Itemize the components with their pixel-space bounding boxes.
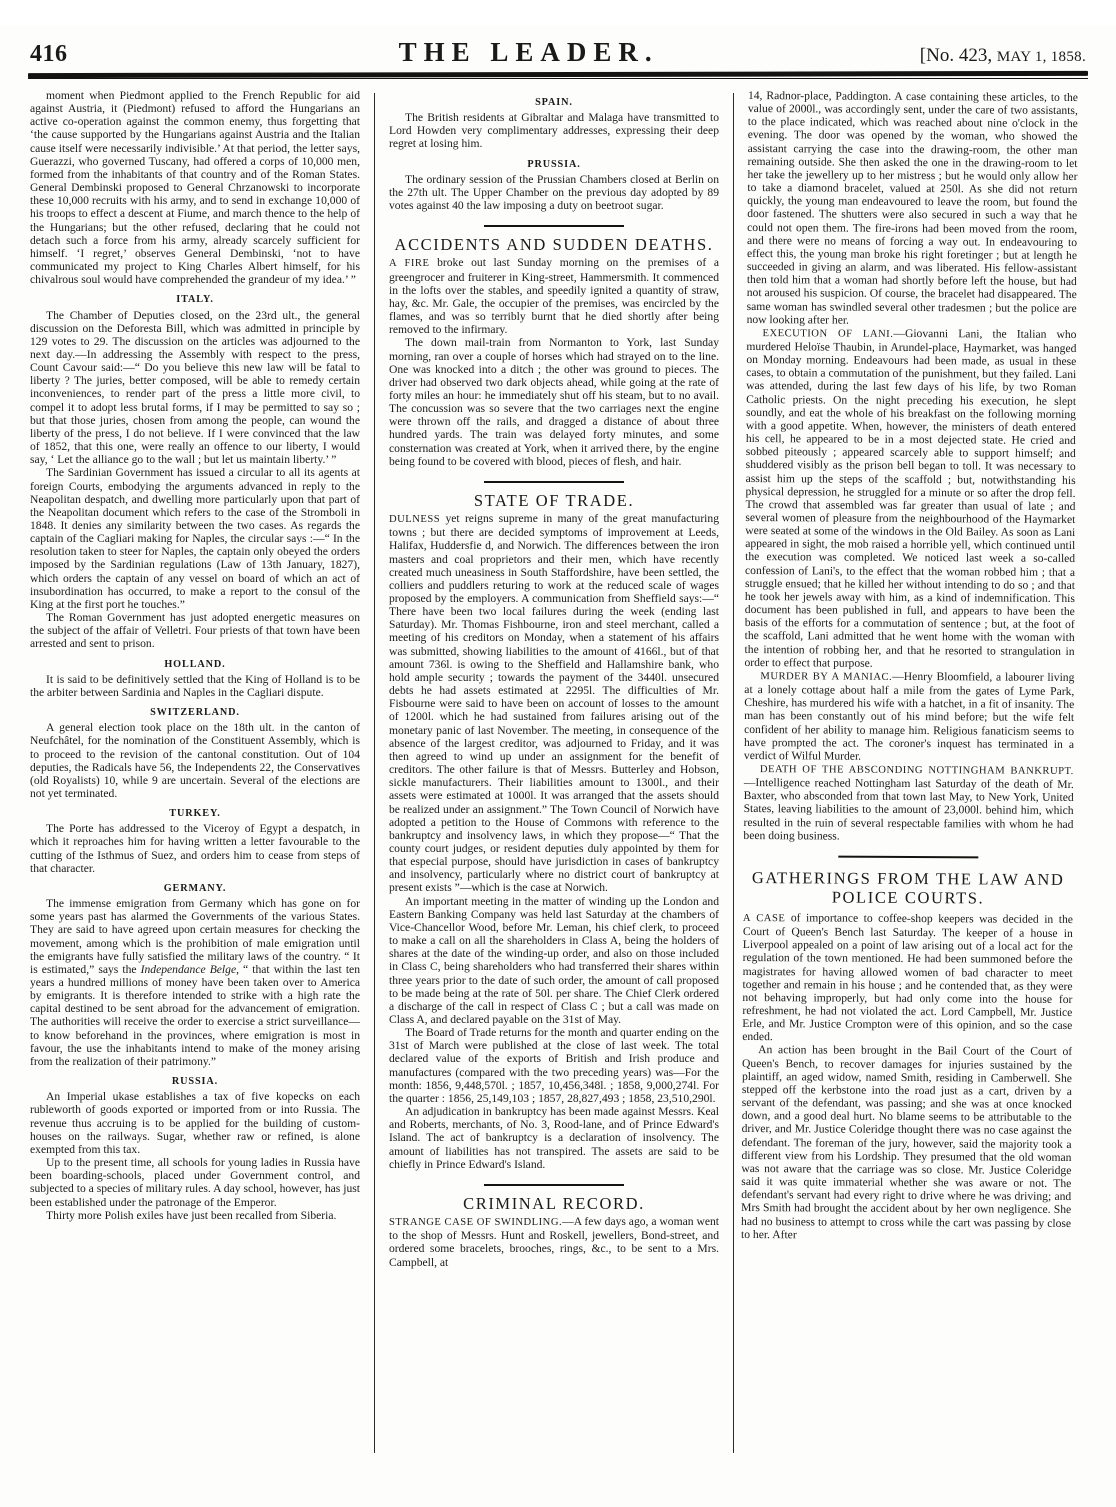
- issue-date: MAY 1, 1858.: [996, 49, 1086, 65]
- column-2: [389, 89, 719, 1469]
- masthead: [30, 26, 1086, 68]
- subhead-holland: HOLLAND.: [164, 658, 226, 670]
- trade-lead-in: DULNESS: [389, 514, 441, 526]
- russia-paragraph-1: An Imperial ukase establishes a tax of five kopecks on each rubleworth of goods exported or imported from or into Russia. The revenue thus accruing is to be applied for the building of custom-houses on the railways. Sugar, whether raw or refined, is alone exempted from this tax.: [30, 1090, 360, 1156]
- maniac-paragraph: [744, 669, 1075, 764]
- trade-text-1: yet reigns supreme in many of the great manufacturing towns ; but there are decided symptoms of improvement at Leeds, Halifax, Huddersfie d, and Norwich. The differences between the iron masters and coal proprietors and their men, which have recently created much uneasiness in South Staffordshire, have been settled, the colliers and puddlers returing to work at the reduced scale of wages proposed by the employers. A communication from Sheffield says:—“ There have been two local failures during the week (ending last Saturday). Mr. Thomas Fishbourne, iron and steel merchant, called a meeting of his creditors on Monday, when a statement of his affairs was submitted, showing liabilities to the amount of 4166l., but of that amount 736l. is owing to the Sheffield and Hallamshire bank, who hold ample security ; towards the payment of the 3440l. unsecured debts he had assets estimated at 2295l. The difficulties of Mr. Fisbourne were said to have been on account of losses to the amount of 1200l. which he had sustained from failures arising out of the monetary panic of last November. The meeting, in consequence of the absence of the largest creditor, was adjourned to Friday, and it was then agreed to wind up under an assignment for the benefit of creditors. The other failure is that of Messrs. Butterley and Hobson, sickle manufacturers. Their liabilities amount to 1300l., and their assets were estimated at 1000l. It was arranged that the assets should be realized under an assignment.” The Town Council of Norwich have adopted a petition to the House of Commons with reference to the bankruptcy and insolvency laws, in which they propose—“ That the county court judges, or resident deputies duly appointed by them for that especial purpose, should have jurisdiction in cases of bankruptcy and insolvency, particularly where no district court of bankruptcy at present exists ”—which is the case at Norwich.: [389, 512, 719, 895]
- section-divider-criminal: [484, 1184, 624, 1186]
- section-divider-trade: [484, 481, 624, 483]
- publication-title: THE LEADER.: [398, 37, 659, 67]
- execution-paragraph: [744, 326, 1076, 671]
- execution-text: —Giovanni Lani, the Italian who murdered Heloïse Thaubin, in Arundel-place, Haymarket, was hanged on Monday morning. Endeavours had been made, as usual in these cases, to obtain a commutation of the punishment, but they failed. Lani was attended, during the last few days of his life, by two Roman Catholic priests. On the night preceding his execution, he slept soundly, and eat the whole of his breakfast on the following morning with a good appetite. When, however, the ministers of death entered his cell, he appeared to be in a most dejected state. He cried and sobbed piteously ; appeared scarcely able to support himself; and shuddered visibly as the prison bell began to toll. It was necessary to assist him up the steps of the scaffold ; but, notwithstanding his physical depression, he struggled for a minute or so after the drop fell. The crowd that assembled was far greater than usual of late ; and several women of pleasure from the neighbourhood of the Haymarket were seated at some of the windows in the Old Bailey. As soon as Lani appeared in sight, the mob raised a horrible yell, which continued until the execution was completed. We noticed last week a so-called confession of Lani's, to the effect that the woman robbed him ; that a struggle ensued; that he killed her without intending to do so ; and that he took her jewels away with him, as a kind of indemnification. This document has been published in full, and appears to have been the basis of the efforts for a commutation of sentence ; but, at the foot of the scaffold, Lani admitted that he went home with the woman with the intention of robbing her, and that he resorted to strangulation in order to effect that purpose.: [744, 326, 1077, 670]
- holland-paragraph-1: It is said to be definitively settled that the King of Holland is to be the arbiter between Sardinia and Naples in the Cagliari dispute.: [30, 672, 360, 699]
- gatherings-lead-in: A CASE: [742, 912, 786, 925]
- issue-number: [No. 423,: [919, 45, 997, 66]
- prussia-paragraph-1: The ordinary session of the Prussian Chambers closed at Berlin on the 27th ult. The Upper Chamber on the previous day adopted by 89 votes against 40 the law imposing a duty on beetroot sugar.: [389, 172, 719, 213]
- trade-paragraph-4: An adjudication in bankruptcy has been made against Messrs. Keal and Roberts, merchants, of No. 3, Rood-lane, and of Prince Edward's Island. The act of bankruptcy is a declaration of insolvency. The amount of liabilities has not transpired. The assets are said to be chiefly in Prince Edward's Island.: [389, 1105, 719, 1171]
- maniac-text: —Henry Bloomfield, a labourer living at a lonely cottage about half a mile from the gates of Lyme Park, Cheshire, has murdered his wife with a hatchet, in a fit of insanity. The man has been constantly out of his mind before; but the wife felt confident of her ability to manage him. Religious fanaticism seems to have prompted the act. The coroner's inquest has terminated in a verdict of Wilful Murder.: [743, 669, 1075, 763]
- germany-text-a: The immense emigration from Germany which has gone on for some years past has alarmed the Governments of the various States. They are said to have agreed upon certain measures for checking the movement, among which is the prohibition of male emigration until the emigrants have fully satisfied the military laws of the country. “ It is estimated,” says the: [30, 897, 360, 976]
- swindling-continued: 14, Radnor-place, Paddington. A case containing these articles, to the value of 2000l., was accordingly sent, under the care of two assistants, to the place indicated, which was reached about nine o'clock in the evening. The door was opened by the woman, who showed the assistant carrying the case into the drawing-room, the other man remaining outside. She then asked the one in the drawing-room to let her take the jewellery up to her mistress ; but he would only allow her to take a diamond bracelet, valued at 250l. As she did not return quickly, the young man endeavoured to leave the room, but found the door fastened. The shutters were also secured in such a way that he could not open them. The fire-irons had been moved from the room, and there were no means of forcing a way out. In endeavouring to effect this, the young man broke his right foretinger ; but at length he succeeded in giving an alarm, and was liberated. His fellow-assistant then told him that a woman had shortly before left the house, but had not aroused his suspicion. Of course, the bracelet had disappeared. The same woman has swindled several other tradesmen ; but the police are now looking after her.: [746, 89, 1078, 327]
- subhead-prussia: PRUSSIA.: [527, 158, 581, 170]
- criminal-text-1: —A few days ago, a woman went to the shop of Messrs. Hunt and Roskell, jewellers, Bond-street, and ordered some bracelets, brooches, rings, &c., to be sent to a Mrs. Campbell, at: [389, 1215, 719, 1269]
- trade-paragraph-1: [389, 512, 719, 895]
- gatherings-paragraph-2: An action has been brought in the Bail Court of the Court of Queen's Bench, to recover damages for injuries sustained by the plaintiff, an aged widow, named Smith, residing in Camberwell. She stepped off the kerbstone into the road just as a cart, driven by a servant of the defendant, was passing; and she was at once knocked down, and a good deal hurt. No blame seems to be attributable to the driver, and Mr. Justice Coleridge thought there was no case against the defendant. The foreman of the jury, however, said the majority took a different view from his Lordship. They presumed that the old woman was not aware that the carriage was so close. Mr. Justice Coleridge said it was quite immaterial whether she was aware or not. The defendant's servant had every right to drive where he was driving; and Mrs Smith had brought the accident about by her own negligence. She had no business to attempt to cross while the cart was passing by close to her. After: [740, 1043, 1073, 1241]
- maniac-lead-in: MURDER BY A MANIAC.: [760, 670, 893, 683]
- spain-paragraph-1: The British residents at Gibraltar and Malaga have transmitted to Lord Howden very complimentary addresses, expressing their deep regret at losing him.: [389, 111, 719, 151]
- paragraph-continued: moment when Piedmont applied to the French Republic for aid against Austria, it (Piedmont) refused to afford the Hungarians an active co-operation against the common enemy, thus forgetting that ‘the cause supported by the Hungarians against Austria and the Italian cause itself were necessarily indivisible.’ At that period, the letter says, Guerazzi, who governed Tuscany, had offered a corps of 10,000 men, formed from the inhabitants of that country and of the Roman States. General Dembinski proposed to General Chrzanowski to incorporate these 10,000 recruits with his army, and to send in exchange 10,000 of his troops to effect a descent at Fiume, and march thence to the help of the Hungarians; but the other refused, declaring that he could not detach such a force from his army, already scarcely sufficient for himself. ‘I regret,’ observes General Dembinski, ‘not to have communicated my project to King Charles Albert himself, for his chivalrous soul would have comprehended the grandeur of my idea.’ ”: [30, 89, 360, 287]
- turkey-paragraph-1: The Porte has addressed to the Viceroy of Egypt a despatch, in which it reproaches him for having written a letter favourable to the cutting of the Isthmus of Suez, and orders him to cease from steps of that character.: [30, 822, 360, 875]
- italy-paragraph-3: The Roman Government has just adopted energetic measures on the subject of the affair of Velletri. Four priests of that town have been arrested and sent to prison.: [30, 611, 360, 651]
- germany-paragraph-1: [30, 897, 360, 1068]
- execution-lead-in: EXECUTION OF LANI.: [762, 327, 894, 340]
- accidents-paragraph-1: [389, 256, 719, 336]
- subhead-spain: SPAIN.: [535, 97, 573, 108]
- section-divider-gatherings: [838, 855, 978, 858]
- accidents-text-1: broke out last Sunday morning on the premises of a greengrocer and fruiterer in King-street, Hammersmith. It commenced in the lofts over the stables, and speedily ignited a quantity of straw, hay, &c. Mr. Gale, the occupier of the premises, was encircled by the flames, and was so terribly burnt that he died shortly after being removed to the infirmary.: [389, 256, 719, 337]
- newspaper-page: [0, 26, 1116, 1507]
- criminal-lead-in: STRANGE CASE OF SWINDLING.: [389, 1217, 563, 1229]
- gatherings-paragraph-1: [742, 911, 1073, 1046]
- gatherings-heading-line-1: GATHERINGS FROM THE LAW AND: [751, 867, 1065, 889]
- trade-paragraph-3: The Board of Trade returns for the month and quarter ending on the 31st of March were published at the close of last week. The total declared value of the exports of British and Irish produce and manufactures (compared with the two preceding years) was—For the month: 1856, 9,448,570l. ; 1857, 10,456,348l. ; 1858, 9,000,274l. For the quarter : 1856, 25,149,103 ; 1857, 28,827,493 ; 1858, 23,510,290l.: [389, 1026, 719, 1105]
- russia-paragraph-3: Thirty more Polish exiles have just been recalled from Siberia.: [46, 1208, 337, 1222]
- bankrupt-paragraph: [743, 762, 1073, 844]
- article-columns: [30, 89, 1086, 1469]
- russia-paragraph-2: Up to the present time, all schools for young ladies in Russia have been boarding-schools, placed under Government control, and subjected to a species of military rules. A day school, however, has just been established under the patronage of the Emperor.: [30, 1156, 360, 1209]
- subhead-italy: ITALY.: [176, 294, 214, 306]
- germany-newspaper-name: Independance Belge: [140, 962, 237, 976]
- switzerland-paragraph-1: A general election took place on the 18th ult. in the canton of Neufchâtel, for the nomination of the Constituent Assembly, which is to proceed to the revision of the cantonal constitution. Out of 104 deputies, the Radicals have 56, the Independents 22, the Conservatives (old Royalists) 10, while 9 are uncertain. Several of the elections are not yet terminated.: [30, 721, 360, 800]
- issue-line: [920, 46, 1086, 68]
- bankrupt-lead-in: DEATH OF THE ABSCONDING NOTTINGHAM BANKRUPT.: [759, 764, 1074, 777]
- italy-paragraph-1: The Chamber of Deputies closed, on the 23rd ult., the general discussion on the Deforesta Bill, which was admitted in principle by 129 votes to 29. The discussion on the articles was adjourned to the next day.—In addressing the Assembly with respect to the press, Count Cavour said:—“ Do you believe this new law will be fatal to liberty ? The juries, better composed, will be able to remedy certain inconveniences, to render part of the press a little more civil, to compel it to adopt less brutal forms, if I may be permitted to say so ; but that those juries, chosen from among the people, can wound the liberty of the press, I do not believe. If I were convinced that the law of 1852, that this one, were really an offence to our liberty, I would say, ‘ Let the alliance go to the wall ; but let us maintain liberty.’ ”: [30, 308, 360, 467]
- gatherings-heading-line-2: POLICE COURTS.: [831, 887, 985, 908]
- accidents-paragraph-2: The down mail-train from Normanton to York, last Sunday morning, ran over a couple of horses which had strayed on to the line. One was knocked into a ditch ; the other was ground to pieces. The driver had observed two dark objects ahead, while going at the rate of forty miles an hour: he immediately shut off his steam, but to no avail. The concussion was so severe that the two carriages next the engine were thrown off the rails, and dragged a distance of about three hundred yards. The train was delayed forty minutes, and some consternation was created at York, when it arrived there, by the engine being found to be covered with blood, pieces of flesh, and hair.: [389, 336, 719, 468]
- germany-text-b: , “ that within the last ten years a hundred millions of money have been taken over to America by emigrants. It is therefore intended to strike with a high rate the capital destined to be sent abroad for the advancement of emigration. The authorities will receive the order to exercise a strict surveillance—to know beforehand in the provinces, where emigration is most in favour, the use the inhabitants intend to make of the money arising from the realization of their patrimony.”: [30, 962, 360, 1068]
- column-rule-1: [374, 93, 375, 1453]
- section-heading-gatherings: [743, 868, 1073, 908]
- section-heading-criminal: CRIMINAL RECORD.: [463, 1193, 645, 1213]
- subhead-turkey: TURKEY.: [169, 808, 221, 820]
- section-heading-accidents: ACCIDENTS AND SUDDEN DEATHS.: [394, 235, 714, 255]
- column-3: [740, 89, 1078, 1471]
- column-1: [30, 89, 360, 1469]
- criminal-paragraph-1: [389, 1215, 719, 1269]
- gatherings-text-1: of importance to coffee-shop keepers was decided in the Court of Queen's Bench last Saturday. The keeper of a house in Liverpool appealed on a point of law arising out of a local act for the regulation of the town mentioned. He had been summoned before the magistrates for having allowed women of bad character to meet together and remain in his house ; and he contended that, as they were not behaving improperly, but had only come into the house for refreshment, he had not violated the act. Lord Campbell, Mr. Justice Erle, and Mr. Justice Crompton were of this opinion, and so the case ended.: [742, 911, 1073, 1044]
- section-heading-trade: STATE OF TRADE.: [473, 490, 635, 510]
- trade-paragraph-2: An important meeting in the matter of winding up the London and Eastern Banking Company was held last Saturday at the chambers of Vice-Chancellor Wood, before Mr. Leman, his chief clerk, to proceed to make a call on all the shareholders in Class A, being the holders of shares at the date of the winding-up order, and also on those included in Class C, being shareholders who had transferred their shares within three years prior to the date of such order, the amount of call proposed to be made being at the rate of 50l. per share. The Chief Clerk ordered a discharge of the call in respect of Class C ; but a call was made on Class A, and declared payable on the 31st of May.: [389, 894, 719, 1026]
- page-folio-number: 416: [30, 41, 68, 67]
- masthead-rule-thin: [28, 78, 1088, 79]
- italy-paragraph-2: The Sardinian Government has issued a circular to all its agents at foreign Courts, embodying the arguments advanced in reply to the Neapolitan despatch, and dwelling more particularly upon that part of the Neapolitan document which refers to the case of the Stromboli in 1848. It denies any similarity between the two cases. As regards the captain of the Cagliari making for Naples, the circular says :—“ In the resolution taken to steer for Naples, the captain only obeyed the orders imposed by the Sardinian regulations (Law of 13th January, 1827), which orders the captain of any vessel on board of which an act of insubordination has occurred, to make a report to the consul of the King at the first port he touches.”: [30, 466, 360, 611]
- bankrupt-text: —Intelligence reached Nottingham last Saturday of the death of Mr. Baxter, who absconded from that town last May, to New York, United States, leaving liabilities to the amount of 23,000l. behind him, which resulted in the ruin of several respectable families with whom he had been doing business.: [743, 776, 1074, 843]
- subhead-russia: RUSSIA.: [171, 1076, 219, 1088]
- column-rule-2: [733, 93, 734, 1453]
- accidents-lead-in: A FIRE: [389, 258, 430, 270]
- subhead-germany: GERMANY.: [163, 882, 227, 894]
- subhead-switzerland: SWITZERLAND.: [150, 707, 240, 719]
- section-divider-accidents: [484, 225, 624, 227]
